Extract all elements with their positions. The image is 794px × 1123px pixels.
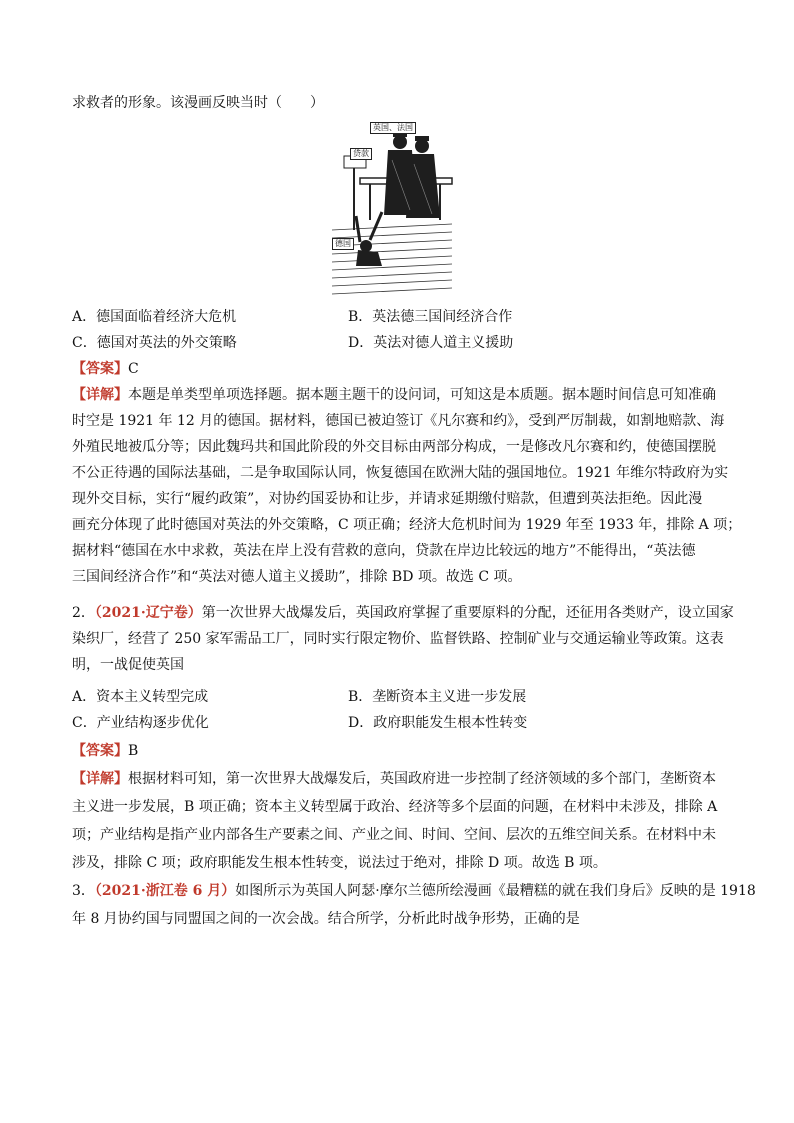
q1-detail-line-5: 现外交目标，实行“履约政策”，对协约国妥协和让步，并请求延期缴付赔款，但遭到英法拒绝。因此漫 [72, 491, 703, 507]
q2-number: 2． [72, 605, 95, 621]
q2-option-a: A．资本主义转型完成 [72, 689, 209, 705]
q2-detail-text-1: 根据材料可知，第一次世界大战爆发后，英国政府进一步控制了经济领域的多个部门，垄断资本 [128, 771, 716, 787]
q2-answer-label: 【答案】 [72, 743, 128, 759]
cartoon-image [330, 120, 454, 300]
q1-detail-line-2: 时空是 1921 年 12 月的德国。据材料，德国已被迫签订《凡尔赛和约》，受到严厉制裁，如割地赔款、海 [72, 413, 725, 429]
q1-detail-line-1 [72, 385, 722, 405]
q1-answer-value: C [128, 361, 139, 377]
q2-option-c: C．产业结构逐步优化 [72, 715, 209, 731]
q3-stem-text-1: 如图所示为英国人阿瑟·摩尔兰德所绘漫画《最糟糕的就在我们身后》反映的是 1918 [235, 883, 756, 899]
q2-stem-line-2: 染织厂，经营了 250 家军需品工厂，同时实行限定物价、监督铁路、控制矿业与交通运输业等政策。这表 [72, 631, 724, 647]
q2-detail-line-3: 项；产业结构是指产业内部各生产要素之间、产业之间、时间、空间、层次的五维空间关系。在材料中未 [72, 827, 716, 843]
q1-detail-line-3: 外殖民地被瓜分等；因此魏玛共和国此阶段的外交目标由两部分构成，一是修改凡尔赛和约，使德国摆脱 [72, 439, 716, 455]
q1-detail-text-1: 本题是单类型单项选择题。据本题主题干的设问词，可知这是本质题。据本题时间信息可知准确 [128, 387, 716, 403]
q1-detail-line-4: 不公正待遇的国际法基础，二是争取国际认同，恢复德国在欧洲大陆的强国地位。1921 年维尔特政府为实 [72, 465, 729, 481]
q1-detail-label: 【详解】 [72, 387, 128, 403]
q2-option-b: B．垄断资本主义进一步发展 [348, 689, 527, 705]
q2-detail-label: 【详解】 [72, 771, 128, 787]
q2-detail-line-1 [72, 769, 722, 789]
cartoon-label-britain-france: 英国、法国 [370, 122, 416, 134]
cartoon-label-loan: 贷款 [350, 148, 372, 160]
q1-stem: 求救者的形象。该漫画反映当时（ ） [72, 95, 324, 111]
q2-option-d: D．政府职能发生根本性转变 [348, 715, 528, 731]
cartoon-drawing [330, 120, 454, 300]
q1-answer-label: 【答案】 [72, 361, 128, 377]
q3-number: 3． [72, 883, 95, 899]
q3-stem-line-2: 年 8 月协约国与同盟国之间的一次会战。结合所学，分析此时战争形势，正确的是 [72, 911, 580, 927]
q1-detail-line-6: 画充分体现了此时德国对英法的外交策略，C 项正确；经济大危机时间为 1929 年至 1933 年，排除 A 项； [72, 517, 742, 533]
q2-stem-text-1: 第一次世界大战爆发后，英国政府掌握了重要原料的分配，还征用各类财产，设立国家 [201, 605, 734, 621]
cartoon-label-germany: 德国 [332, 238, 354, 250]
q1-answer [72, 359, 722, 379]
q2-answer-value: B [128, 743, 139, 759]
q1-option-c: C．德国对英法的外交策略 [72, 335, 237, 351]
q1-detail-line-7: 据材料“德国在水中求救，英法在岸上没有营救的意向，贷款在岸边比较远的地方”不能得出，“英法德 [72, 543, 696, 559]
q1-option-d: D．英法对德人道主义援助 [348, 335, 514, 351]
q2-answer [72, 741, 722, 761]
q2-stem-line-3: 明，一战促使英国 [72, 657, 184, 673]
q2-source: （2021·辽宁卷） [94, 605, 202, 621]
q2-stem-line-1 [72, 603, 734, 623]
q2-detail-line-4: 涉及，排除 C 项；政府职能发生根本性转变，说法过于绝对，排除 D 项。故选 B 项。 [72, 855, 607, 871]
q1-option-b: B．英法德三国间经济合作 [348, 309, 513, 325]
q1-option-a: A．德国面临着经济大危机 [72, 309, 237, 325]
q1-detail-line-8: 三国间经济合作”和“英法对德人道主义援助”，排除 BD 项。故选 C 项。 [72, 569, 522, 585]
q3-source: （2021·浙江卷 6 月） [94, 883, 236, 899]
q3-stem-line-1 [72, 881, 756, 901]
q2-detail-line-2: 主义进一步发展，B 项正确；资本主义转型属于政治、经济等多个层面的问题，在材料中未涉及，排除 A [72, 799, 718, 815]
